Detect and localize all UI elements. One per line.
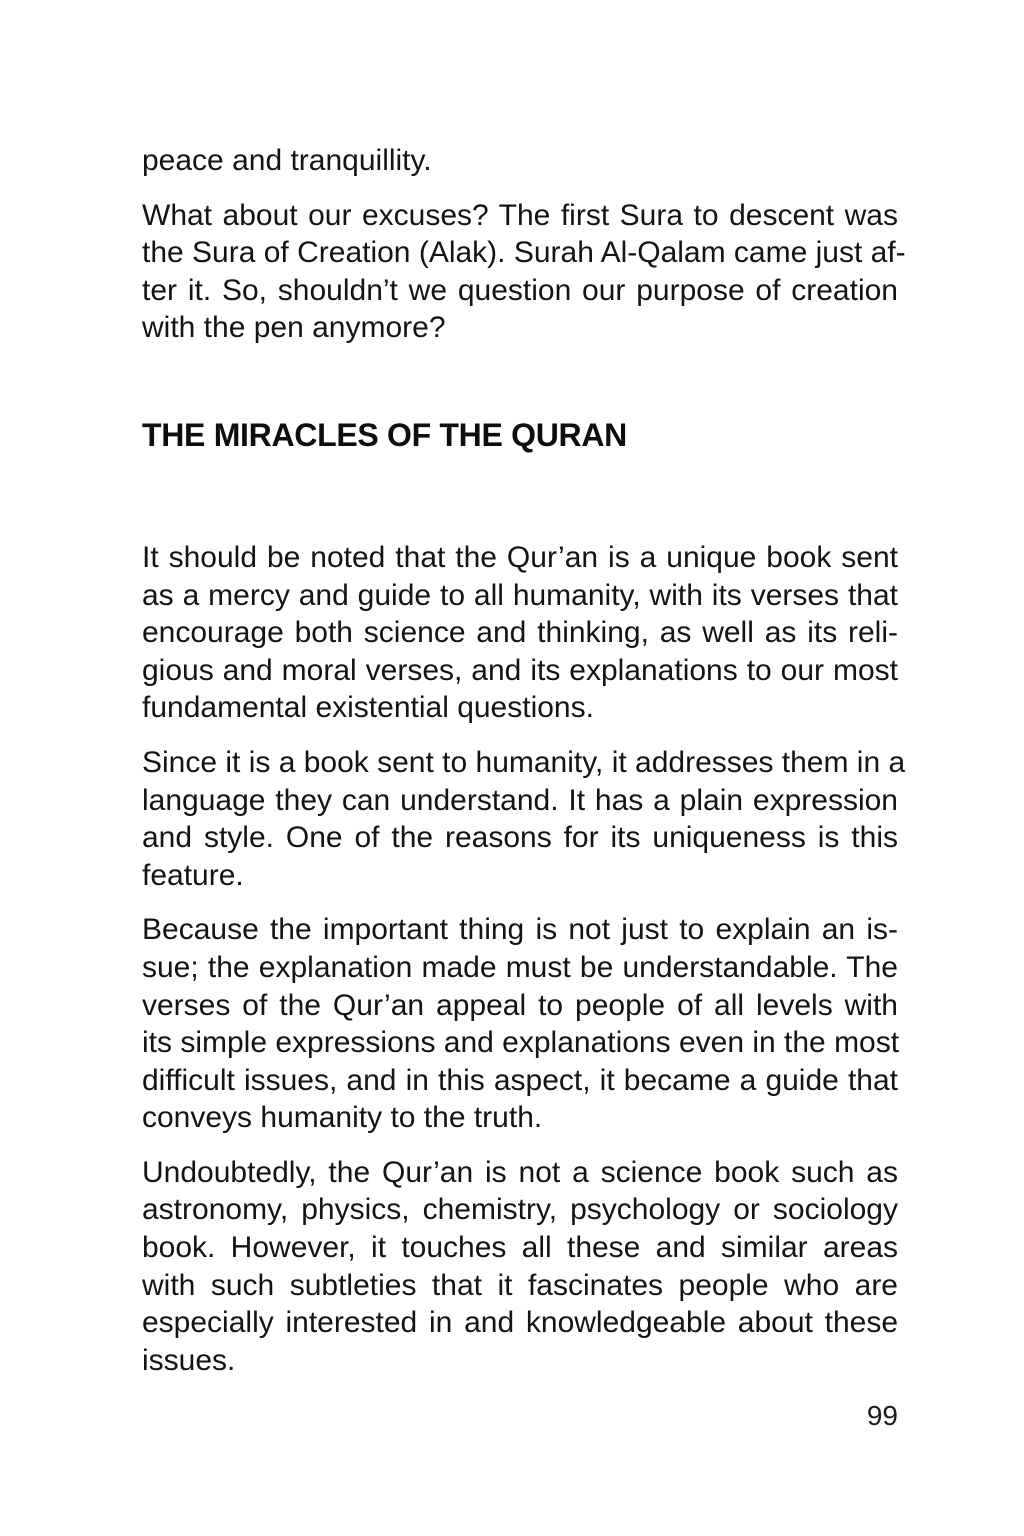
text-line: ter it. So, shouldn’t we question our purpose of creation <box>142 273 898 307</box>
text-line: the Sura of Creation (Alak). Surah Al-Qalam came just af- <box>142 236 906 270</box>
text-line: its simple expressions and explanations even in the most <box>142 1026 900 1060</box>
text-line: conveys humanity to the truth. <box>142 1101 543 1135</box>
text-line: fundamental existential questions. <box>142 691 594 725</box>
text-line: difficult issues, and in this aspect, it became a guide that <box>142 1063 898 1097</box>
page-number: 99 <box>866 1400 898 1431</box>
text-line: as a mercy and guide to all humanity, with its verses that <box>142 578 898 612</box>
text-line: What about our excuses? The first Sura to descent was <box>142 198 898 232</box>
text-line: encourage both science and thinking, as well as its reli- <box>142 616 898 650</box>
paragraph <box>142 1154 898 1380</box>
text-line: and style. One of the reasons for its uniqueness is this <box>142 821 898 855</box>
text-line: verses of the Qur’an appeal to people of all levels with <box>142 988 898 1022</box>
text-line: Since it is a book sent to humanity, it addresses them in a <box>142 745 906 779</box>
section-heading: THE MIRACLES OF THE QURAN <box>142 416 627 453</box>
text-line: book. However, it touches all these and similar areas <box>142 1231 898 1265</box>
text-line: with the pen anymore? <box>142 311 446 345</box>
text-line: gious and moral verses, and its explanations to our most <box>142 653 898 687</box>
text-line: issues. <box>142 1343 236 1377</box>
paragraph <box>142 142 898 180</box>
text-line: with such subtleties that it fascinates people who are <box>142 1268 898 1302</box>
paragraph <box>142 911 898 1137</box>
text-line: feature. <box>142 858 244 892</box>
text-line: astronomy, physics, chemistry, psychology or sociology <box>142 1193 898 1227</box>
text-line: peace and tranquillity. <box>142 144 432 177</box>
text-line: sue; the explanation made must be understandable. The <box>142 950 898 984</box>
text-line: Because the important thing is not just to explain an is- <box>142 913 898 947</box>
paragraph <box>142 744 906 894</box>
text-line: It should be noted that the Qur’an is a unique book sent <box>142 540 898 574</box>
text-line: Undoubtedly, the Qur’an is not a science book such as <box>142 1155 898 1189</box>
text-line: language they can understand. It has a plain expression <box>142 783 898 817</box>
paragraph <box>142 197 906 347</box>
paragraph <box>142 539 898 727</box>
page-content <box>142 142 906 1396</box>
text-line: especially interested in and knowledgeable about these <box>142 1306 898 1340</box>
